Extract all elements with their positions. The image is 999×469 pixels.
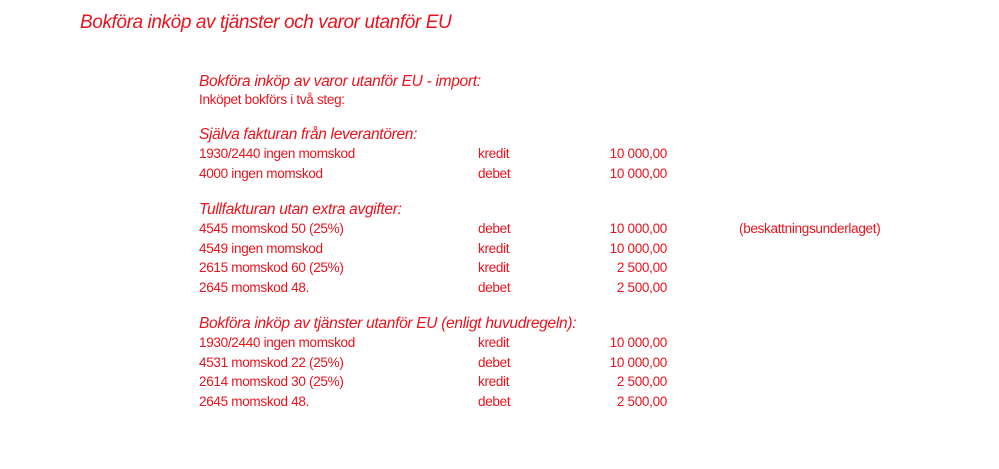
- entry-account: 2615 momskod 60 (25%): [199, 260, 344, 275]
- entry-amount: 2 500,00: [616, 279, 667, 295]
- section-heading: Själva fakturan från leverantören:: [199, 126, 418, 143]
- entry-row: [199, 372, 979, 392]
- entry-side: debet: [478, 354, 511, 370]
- entry-amount: 2 500,00: [616, 260, 667, 275]
- section-intro: Inköpet bokförs i två steg:: [199, 92, 345, 107]
- entry-side: kredit: [478, 374, 510, 389]
- entry-row: [199, 239, 979, 259]
- entry-account: 2645 momskod 48.: [199, 279, 310, 295]
- entry-row: [199, 258, 979, 278]
- section-customs-invoice: [199, 200, 979, 297]
- section-import-services: [199, 314, 979, 411]
- entry-side: kredit: [478, 146, 510, 161]
- entry-side: debet: [478, 393, 511, 409]
- entry-amount: 10 000,00: [609, 354, 667, 370]
- entry-row: [199, 333, 979, 353]
- entry-row: [199, 144, 979, 164]
- page-title: Bokföra inköp av tjänster och varor utanför EU: [80, 12, 452, 33]
- entry-side: debet: [478, 221, 511, 236]
- entry-note: (beskattningsunderlaget): [739, 221, 881, 236]
- section-import-goods: [199, 72, 979, 108]
- section-supplier-invoice: [199, 125, 979, 183]
- section-heading: Bokföra inköp av varor utanför EU - import:: [199, 73, 481, 90]
- content: [199, 72, 979, 428]
- entry-side: kredit: [478, 335, 510, 350]
- entry-account: 4545 momskod 50 (25%): [199, 221, 344, 236]
- entry-side: kredit: [478, 240, 510, 256]
- entry-amount: 2 500,00: [616, 374, 667, 389]
- entry-row: [199, 278, 979, 298]
- entry-row: [199, 392, 979, 412]
- entry-row: [199, 353, 979, 373]
- section-heading: Tullfakturan utan extra avgifter:: [199, 201, 402, 218]
- entry-account: 2614 momskod 30 (25%): [199, 374, 344, 389]
- entry-row: [199, 219, 979, 239]
- entry-amount: 10 000,00: [609, 146, 667, 161]
- entry-amount: 10 000,00: [609, 240, 667, 256]
- entry-row: [199, 164, 979, 184]
- entry-amount: 10 000,00: [609, 221, 667, 236]
- entry-amount: 10 000,00: [609, 335, 667, 350]
- entry-amount: 10 000,00: [609, 165, 667, 181]
- entry-account: 1930/2440 ingen momskod: [199, 146, 355, 161]
- entry-account: 4549 ingen momskod: [199, 240, 323, 256]
- entry-account: 1930/2440 ingen momskod: [199, 335, 355, 350]
- entry-side: debet: [478, 165, 511, 181]
- entry-account: 2645 momskod 48.: [199, 393, 310, 409]
- entry-side: kredit: [478, 260, 510, 275]
- entry-amount: 2 500,00: [616, 393, 667, 409]
- entry-account: 4000 ingen momskod: [199, 165, 323, 181]
- entry-account: 4531 momskod 22 (25%): [199, 354, 344, 370]
- section-heading: Bokföra inköp av tjänster utanför EU (enligt huvudregeln):: [199, 315, 577, 332]
- entry-side: debet: [478, 279, 511, 295]
